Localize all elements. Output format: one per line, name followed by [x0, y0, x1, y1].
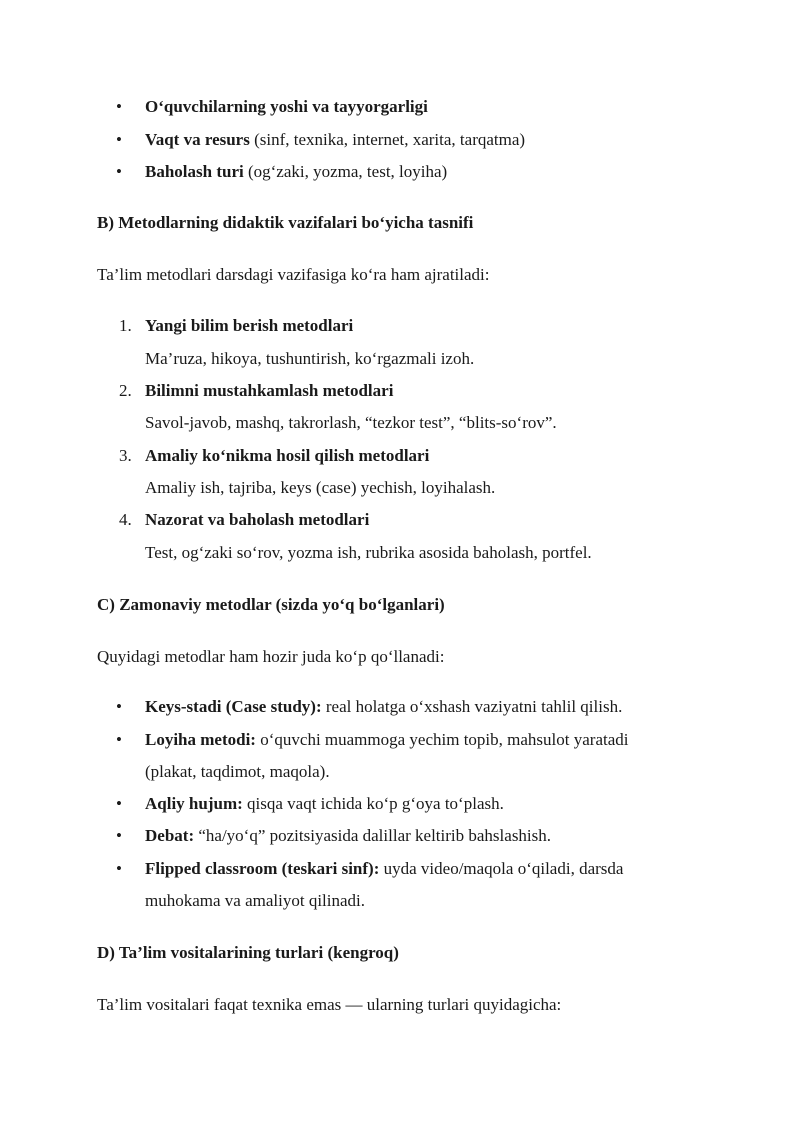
- list-item-title: Amaliy ko‘nikma hosil qilish metodlari: [145, 446, 430, 465]
- list-item-text: Baholash turi (og‘zaki, yozma, test, loyiha): [145, 162, 448, 181]
- list-item-text: Aqliy hujum: qisqa vaqt ichida ko‘p g‘oya to‘plash.: [145, 794, 504, 813]
- list-item-title: Bilimni mustahkamlash metodlari: [145, 381, 394, 400]
- section-heading: C) Zamonaviy metodlar (sizda yo‘q bo‘lganlari): [97, 595, 445, 614]
- list-item-description: Ma’ruza, hikoya, tushuntirish, ko‘rgazmali izoh.: [145, 349, 475, 368]
- section-intro: Quyidagi metodlar ham hozir juda ko‘p qo‘llanadi:: [97, 647, 445, 666]
- bullet-marker: •: [116, 130, 122, 149]
- list-number: 1.: [119, 316, 132, 335]
- list-item-text: Loyiha metodi: o‘quvchi muammoga yechim topib, mahsulot yaratadi: [145, 730, 629, 749]
- list-item-description: Test, og‘zaki so‘rov, yozma ish, rubrika asosida baholash, portfel.: [145, 543, 592, 562]
- list-item-title: Yangi bilim berish metodlari: [145, 316, 354, 335]
- bullet-marker: •: [116, 97, 122, 116]
- bullet-marker: •: [116, 162, 122, 181]
- list-item-description: Savol-javob, mashq, takrorlash, “tezkor test”, “blits-so‘rov”.: [145, 413, 557, 432]
- section-heading: B) Metodlarning didaktik vazifalari bo‘yicha tasnifi: [97, 213, 474, 232]
- bullet-marker: •: [116, 697, 122, 716]
- list-item-text: Keys-stadi (Case study): real holatga o‘xshash vaziyatni tahlil qilish.: [145, 697, 623, 716]
- bullet-marker: •: [116, 730, 122, 749]
- list-number: 3.: [119, 446, 132, 465]
- list-number: 4.: [119, 510, 132, 529]
- list-item-text: Vaqt va resurs (sinf, texnika, internet, xarita, tarqatma): [145, 130, 526, 149]
- list-item-text: Debat: “ha/yo‘q” pozitsiyasida dalillar keltirib bahslashish.: [145, 826, 552, 845]
- bullet-marker: •: [116, 859, 122, 878]
- list-item-text: O‘quvchilarning yoshi va tayyorgarligi: [145, 97, 428, 116]
- list-item-text: Flipped classroom (teskari sinf): uyda video/maqola o‘qiladi, darsda: [145, 859, 624, 878]
- list-item-continuation: (plakat, taqdimot, maqola).: [145, 762, 330, 781]
- bullet-marker: •: [116, 794, 122, 813]
- list-item-description: Amaliy ish, tajriba, keys (case) yechish, loyihalash.: [145, 478, 496, 497]
- list-item-title: Nazorat va baholash metodlari: [145, 510, 370, 529]
- section-intro: Ta’lim metodlari darsdagi vazifasiga ko‘ra ham ajratiladi:: [97, 265, 490, 284]
- section-heading: D) Ta’lim vositalarining turlari (kengroq): [97, 943, 399, 962]
- section-intro: Ta’lim vositalari faqat texnika emas — ularning turlari quyidagicha:: [97, 995, 562, 1014]
- bullet-marker: •: [116, 826, 122, 845]
- list-number: 2.: [119, 381, 132, 400]
- list-item-continuation: muhokama va amaliyot qilinadi.: [145, 891, 366, 910]
